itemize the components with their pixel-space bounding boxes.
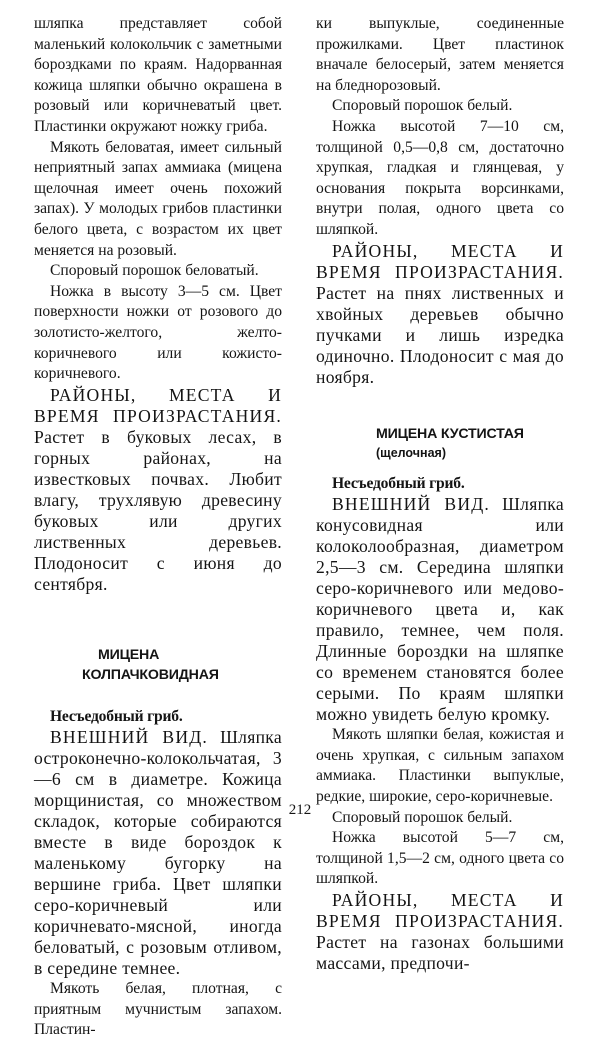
paragraph-cap-description: шляпка представляет собой маленький колокольчик с заметными бороздками по краям. Надорванная кожица шляпки обычно окрашена в розовый или коричневатый цвет. Пластинки окружают ножку гриба. bbox=[34, 15, 282, 135]
habitat-label: РАЙОНЫ, МЕСТА И ВРЕМЯ ПРОИЗРАСТАНИЯ. bbox=[34, 384, 282, 426]
right-column bbox=[316, 14, 564, 974]
paragraph-continued: ки выпуклые, соединенные прожилками. Цвет пластинок вначале белосерый, затем меняется на бледнорозовый. bbox=[316, 15, 564, 94]
paragraph-appearance bbox=[316, 494, 564, 725]
paragraph-appearance bbox=[34, 727, 282, 979]
paragraph-spore-print-2: Споровый порошок белый. bbox=[332, 808, 513, 826]
paragraph-flesh-2: Мякоть белая, плотная, с приятным мучнистым запахом. Пластин- bbox=[34, 980, 282, 1039]
paragraph-stem: Ножка в высоту 3—5 см. Цвет поверхности ножки от розового до золотисто-желтого, желто-коричневого или кожисто-коричневого. bbox=[34, 282, 282, 383]
paragraph-habitat bbox=[316, 241, 564, 388]
paragraph-stem: Ножка высотой 7—10 см, толщиной 0,5—0,8 см, достаточно хрупкая, гладкая и глянцевая, у основания покрыта ворсинками, внутри полая, одного цвета со шляпкой. bbox=[316, 117, 564, 238]
paragraph-stem-2: Ножка высотой 5—7 см, толщиной 1,5—2 см, одного цвета со шляпкой. bbox=[316, 829, 564, 888]
habitat-text: Растет на пнях лиственных и хвойных деревьев обычно пучками и лишь изредка одиночно. Плодоносит с мая до ноября. bbox=[316, 282, 564, 387]
paragraph-flesh: Мякоть шляпки белая, кожистая и очень хрупкая, с сильным запахом аммиака. Пластинки выпуклые, редкие, широкие, серо-коричневые. bbox=[316, 726, 564, 805]
habitat-text-2: Растет на газонах большими массами, предпочи- bbox=[316, 931, 564, 973]
habitat-text: Растет в буковых лесах, в горных районах, на известковых почвах. Любит влагу, трухлявую древесину буковых или других лиственных деревьев. Плодоносит с июня до сентября. bbox=[34, 426, 282, 594]
paragraph-spore-print: Споровый порошок беловатый. bbox=[50, 262, 259, 280]
paragraph-spore-print: Споровый порошок белый. bbox=[332, 97, 513, 115]
species-heading-mycena-alcalina: МИЦЕНА КУСТИСТАЯ bbox=[376, 425, 524, 442]
paragraph-flesh: Мякоть беловатая, имеет сильный неприятный запах аммиака (мицена щелочная имеет очень похожий запах). У молодых грибов пластинки белого цвета, с возрастом их цвет меняется на розовый. bbox=[34, 138, 282, 259]
appearance-text: Шляпка конусовидная или колоколообразная, диаметром 2,5—3 см. Середина шляпки серо-коричневого или медово-коричневого цвета и, как правило, темнее, чем поля. Длинные бороздки на шляпке со временем становятся более серыми. По краям шляпки можно увидеть белую кромку. bbox=[316, 494, 564, 725]
appearance-text: Шляпка остроконечно-колокольчатая, 3—6 см в диаметре. Кожица морщинистая, со множеством складок, которые собираются вместе в виде бороздок к маленькому бугорку на вершине гриба. Цвет шляпки серо-коричневый или коричневато-мясной, иногда беловатый, с розовым отливом, в середине темнее. bbox=[34, 727, 282, 979]
paragraph-habitat-2 bbox=[316, 890, 564, 974]
species-heading-mycena-galericulata: МИЦЕНА КОЛПАЧКОВИДНАЯ bbox=[82, 646, 219, 683]
species-subheading: (щелочная) bbox=[376, 445, 446, 460]
edibility-note: Несъедобный гриб. bbox=[332, 474, 465, 492]
left-column bbox=[34, 14, 282, 1041]
appearance-label: ВНЕШНИЙ ВИД. bbox=[50, 727, 209, 748]
page-number: 212 bbox=[288, 802, 312, 818]
habitat-label: РАЙОНЫ, МЕСТА И ВРЕМЯ ПРОИЗРАСТАНИЯ. bbox=[316, 240, 564, 282]
habitat-label-2: РАЙОНЫ, МЕСТА И ВРЕМЯ ПРОИЗРАСТАНИЯ. bbox=[316, 889, 564, 931]
paragraph-habitat bbox=[34, 385, 282, 595]
appearance-label: ВНЕШНИЙ ВИД. bbox=[332, 494, 491, 515]
edibility-note: Несъедобный гриб. bbox=[50, 707, 183, 725]
